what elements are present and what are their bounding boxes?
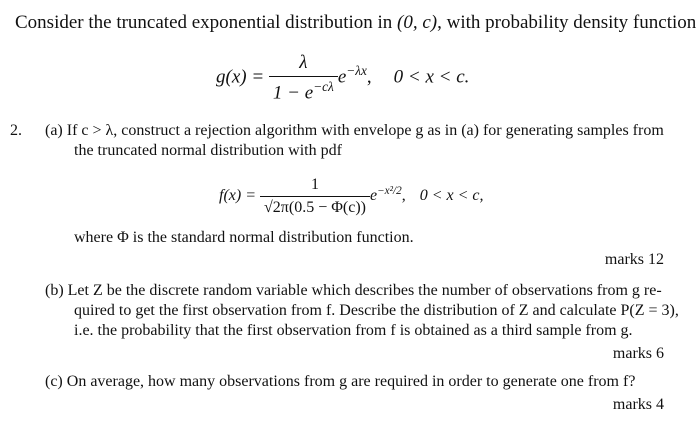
part-a-line2: the truncated normal distribution with pdf: [74, 142, 342, 159]
part-c-marks: marks 4: [612, 396, 664, 413]
equation-g-denominator-exponent: −cλ: [313, 79, 334, 94]
equation-g-comma: ,: [366, 66, 372, 88]
part-b-line2: quired to get the first observation from f. Describe the distribution of Z and calculate P(Z = 3),: [74, 302, 679, 319]
part-b-line3: i.e. the probability that the first observation from f is obtained as a third sample from g.: [74, 322, 633, 339]
part-a-where: where Φ is the standard normal distribution function.: [74, 229, 414, 246]
intro-sentence: [15, 12, 696, 34]
part-a-line1: (a) If c > λ, construct a rejection algorithm with envelope g as in (a) for generating samples from: [45, 122, 664, 139]
part-c-line1: (c) On average, how many observations from g are required in order to generate one from f?: [45, 373, 636, 390]
equation-g: [216, 52, 469, 104]
equation-f-comma: ,: [401, 187, 406, 205]
equation-f-denominator: √2π(0.5 − Φ(c)): [260, 196, 370, 217]
equation-g-denominator-base: 1 − e: [272, 82, 314, 104]
equation-g-tail-exponent: −λx: [346, 63, 367, 79]
equation-f-tail: e: [370, 187, 378, 205]
equation-f-range: 0 < x < c,: [419, 187, 484, 205]
equation-g-range: 0 < x < c.: [393, 66, 470, 88]
part-b-line1: (b) Let Z be the discrete random variable which describes the number of observations from g re-: [45, 282, 662, 299]
equation-g-lhs: g(x) =: [216, 66, 265, 88]
intro-interval: (0, c): [397, 12, 438, 33]
part-b-marks: marks 6: [612, 345, 664, 362]
equation-f-tail-exponent: −x²/2: [377, 184, 402, 197]
intro-text-after: , with probability density function: [437, 12, 697, 33]
equation-g-fraction: [269, 52, 338, 104]
equation-f-fraction: [260, 176, 370, 217]
equation-g-denominator: [269, 76, 338, 104]
equation-g-tail: e: [337, 66, 347, 88]
equation-f-numerator: 1: [311, 176, 319, 193]
intro-text-before: Consider the truncated exponential distribution in: [15, 12, 398, 33]
equation-f-lhs: f(x) =: [219, 187, 256, 205]
part-a-marks: marks 12: [604, 251, 664, 268]
equation-f: [219, 176, 483, 217]
question-number: 2.: [10, 122, 22, 139]
equation-g-numerator: λ: [299, 52, 308, 73]
